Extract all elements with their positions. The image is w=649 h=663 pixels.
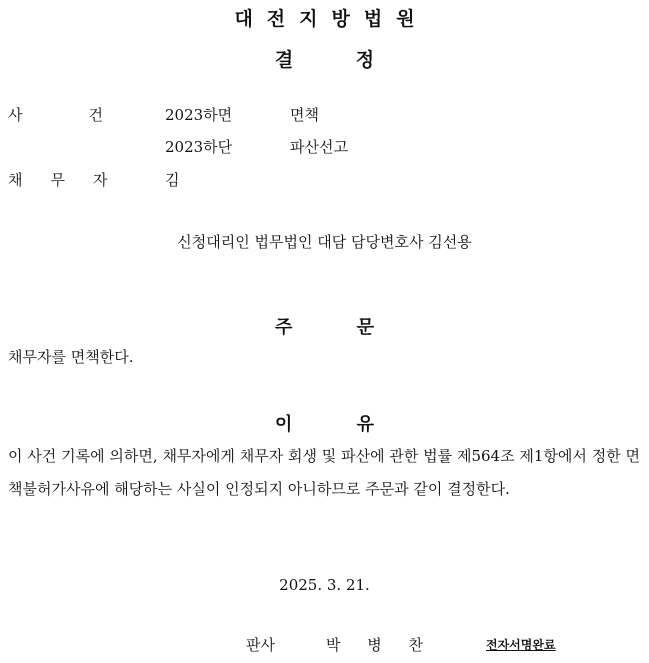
debtor-name: 김 — [165, 171, 180, 189]
electronic-signature-mark: 전자서명완료 — [486, 638, 556, 652]
court-name: 대전지방법원 — [234, 8, 429, 30]
decision-date: 2025. 3. 21. — [279, 576, 370, 594]
judge-title: 판사 — [246, 636, 275, 654]
case-type-2: 파산선고 — [290, 138, 348, 156]
judge-name: 박 병 찬 — [326, 636, 424, 654]
case-label: 사건 — [8, 106, 169, 124]
order-heading: 주 문 — [274, 317, 375, 338]
case-number-2: 2023하단 — [165, 138, 233, 156]
debtor-label: 채무자 — [8, 171, 136, 189]
reasons-text: 이 사건 기록에 의하면, 채무자에게 채무자 회생 및 파산에 관한 법률 제564조 제1항에서 정한 면책불허가사유에 해당하는 사실이 인정되지 아니하므로 주문과 같이 결정한다. — [8, 447, 640, 498]
document-title: 결 정 — [274, 49, 375, 71]
order-text: 채무자를 면책한다. — [8, 348, 134, 366]
case-number-1: 2023하면 — [165, 106, 233, 124]
reasons-heading: 이 유 — [274, 414, 375, 435]
case-type-1: 면책 — [290, 106, 319, 124]
legal-representative: 신청대리인 법무법인 대담 담당변호사 김선용 — [177, 233, 472, 251]
